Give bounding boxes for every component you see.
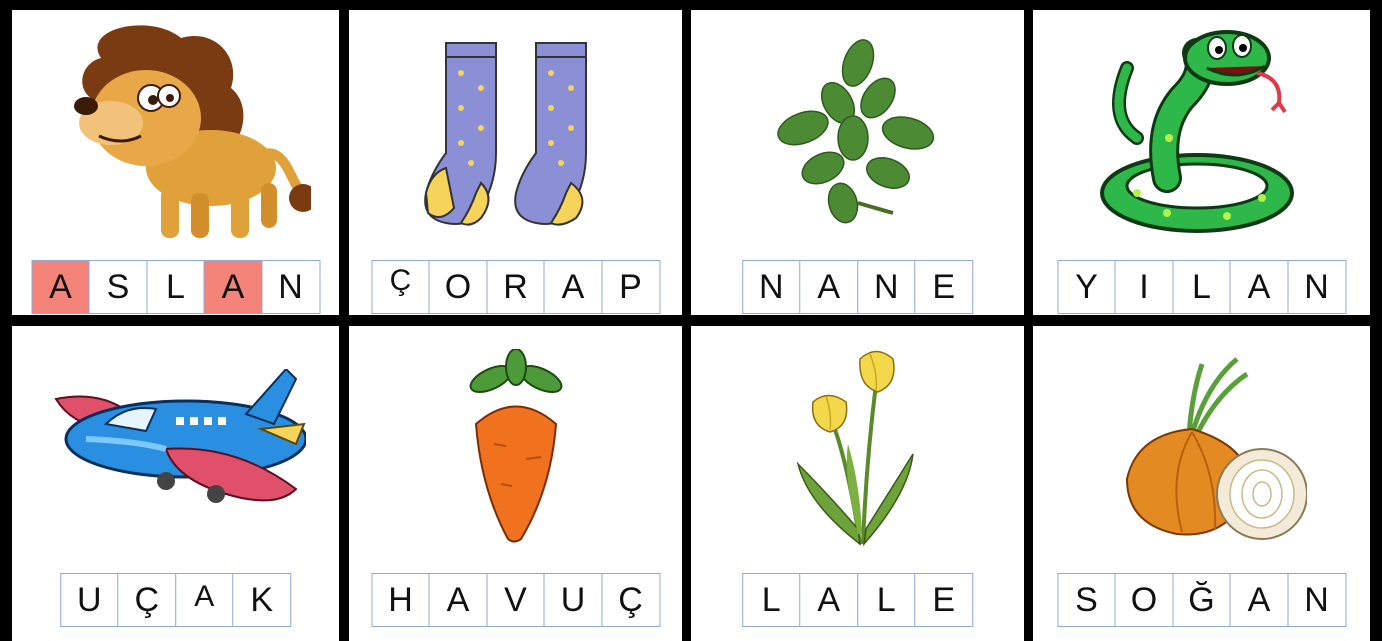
letter-tile[interactable]: U — [60, 573, 119, 627]
letter-tile[interactable]: L — [1172, 260, 1231, 314]
letter-tile[interactable]: N — [261, 260, 320, 314]
letter-tile[interactable]: A — [175, 573, 234, 627]
letter-tile[interactable]: V — [486, 573, 545, 627]
letter-tile[interactable]: E — [914, 260, 973, 314]
word-lale — [742, 573, 974, 627]
airplane-icon — [12, 326, 339, 571]
card-snake — [1033, 10, 1370, 315]
letter-tile[interactable]: A — [799, 573, 858, 627]
letter-tile[interactable]: Ğ — [1172, 573, 1231, 627]
letter-tile[interactable]: Ç — [117, 573, 176, 627]
card-onion — [1033, 326, 1370, 641]
snake-icon — [1033, 10, 1370, 255]
word-havuc — [371, 573, 660, 627]
letter-tile[interactable]: N — [1287, 260, 1346, 314]
letter-tile[interactable]: N — [857, 260, 916, 314]
letter-tile[interactable]: U — [544, 573, 603, 627]
letter-tile[interactable]: A — [544, 260, 603, 314]
letter-tile[interactable]: L — [857, 573, 916, 627]
letter-tile[interactable]: A — [204, 260, 263, 314]
letter-tile[interactable]: A — [429, 573, 488, 627]
letter-tile[interactable]: P — [601, 260, 660, 314]
socks-icon — [349, 10, 682, 255]
card-tulip — [691, 326, 1024, 641]
letter-tile[interactable]: A — [1230, 573, 1289, 627]
word-ucak — [60, 573, 292, 627]
word-sogan — [1057, 573, 1346, 627]
letter-tile[interactable]: L — [742, 573, 801, 627]
word-corap — [371, 260, 660, 314]
letter-tile[interactable]: N — [1287, 573, 1346, 627]
card-carrot — [349, 326, 682, 641]
onion-icon — [1033, 326, 1370, 571]
letter-tile[interactable]: H — [371, 573, 430, 627]
letter-tile[interactable]: A — [799, 260, 858, 314]
card-airplane — [12, 326, 339, 641]
lion-icon — [12, 10, 339, 255]
letter-tile[interactable]: A — [31, 260, 90, 314]
word-yilan — [1057, 260, 1346, 314]
letter-tile[interactable]: N — [742, 260, 801, 314]
word-nane — [742, 260, 974, 314]
carrot-icon — [349, 326, 682, 571]
card-lion — [12, 10, 339, 315]
letter-tile[interactable]: R — [486, 260, 545, 314]
letter-tile[interactable]: S — [89, 260, 148, 314]
card-mint — [691, 10, 1024, 315]
letter-tile[interactable]: S — [1057, 573, 1116, 627]
letter-tile[interactable]: I — [1115, 260, 1174, 314]
letter-tile[interactable]: K — [232, 573, 291, 627]
letter-tile[interactable]: O — [429, 260, 488, 314]
letter-tile[interactable]: O — [1115, 573, 1174, 627]
card-socks — [349, 10, 682, 315]
letter-tile[interactable]: E — [914, 573, 973, 627]
tulip-icon — [691, 326, 1024, 571]
word-aslan — [31, 260, 320, 314]
letter-tile[interactable]: Ç — [371, 260, 430, 314]
letter-tile[interactable]: Ç — [601, 573, 660, 627]
letter-tile[interactable]: Y — [1057, 260, 1116, 314]
letter-tile[interactable]: A — [1230, 260, 1289, 314]
mint-leaves-icon — [691, 10, 1024, 255]
letter-tile[interactable]: L — [146, 260, 205, 314]
